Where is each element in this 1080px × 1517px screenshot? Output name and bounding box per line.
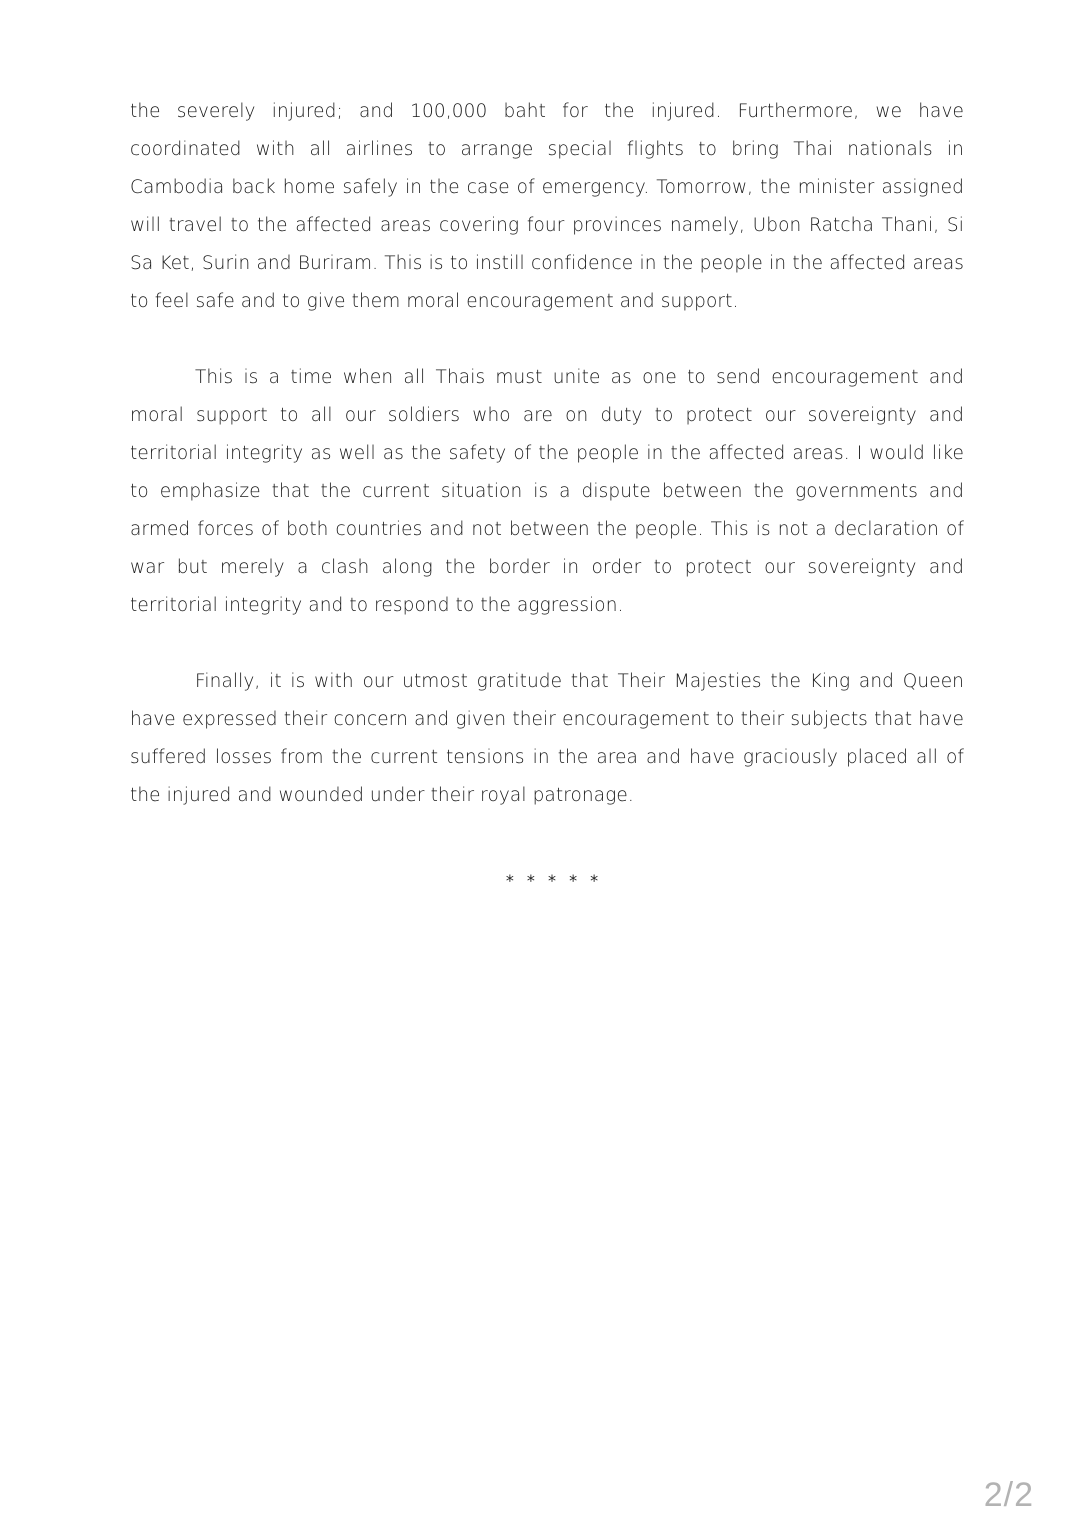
document-body xyxy=(130,93,964,890)
paragraph-unity: This is a time when all Thais must unite as one to send encouragement and moral support to all our soldiers who are on duty to protect our sovereignty and territorial integrity as well as the safety of the people in the affected areas. I would like to emphasize that the current situation is a dispute between the governments and armed forces of both countries and not between the people. This is not a declaration of war but merely a clash along the border in order to protect our sovereignty and territorial integrity and to respond to the aggression. xyxy=(130,367,964,616)
paragraph-royal-patronage: Finally, it is with our utmost gratitude that Their Majesties the King and Queen have expressed their concern and given their encouragement to their subjects that have suffered losses from the current tensions in the area and have graciously placed all of the injured and wounded under their royal patronage. xyxy=(130,671,964,806)
page-number: 2/2 xyxy=(983,1476,1034,1514)
paragraph-gap xyxy=(130,625,964,663)
paragraph-continuation: the severely injured; and 100,000 baht for the injured. Furthermore, we have coordinated with all airlines to arrange special flights to bring Thai nationals in Cambodia back home safely in the case of emergency. Tomorrow, the minister assigned will travel to the affected areas covering four provinces namely, Ubon Ratcha Thani, Si Sa Ket, Surin and Buriram. This is to instill confidence in the people in the affected areas to feel safe and to give them moral encouragement and support. xyxy=(130,101,964,312)
end-marker: * * * * * xyxy=(505,871,603,890)
paragraph-gap xyxy=(130,321,964,359)
